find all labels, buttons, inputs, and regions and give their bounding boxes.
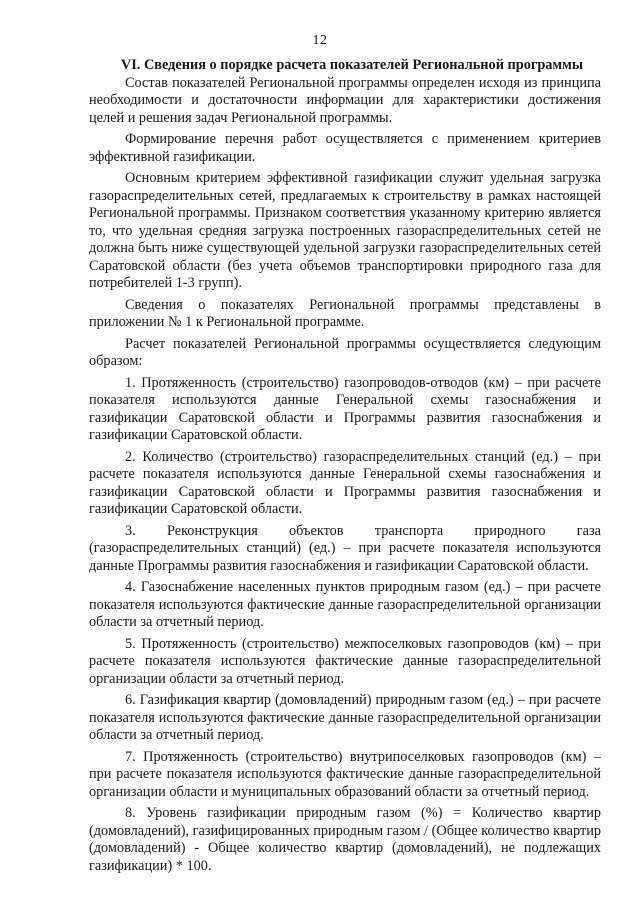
- indicator-item-8: 8. Уровень газификации природным газом (%) = Количество квартир (домовладений), газифицированных природным газом / (Общее количество квартир (домовладений) - Общее количество квартир (домовладений), не подлежащих газификации) * 100.: [89, 805, 601, 874]
- paragraph-formation: Формирование перечня работ осуществляется с применением критериев эффективной газификации.: [89, 131, 601, 165]
- indicator-item-6: 6. Газификация квартир (домовладений) природным газом (ед.) – при расчете показателя используются фактические данные газораспределительной организации области за отчетный период.: [89, 692, 601, 743]
- paragraph-calculation-intro: Расчет показателей Региональной программы осуществляется следующим образом:: [89, 335, 601, 369]
- paragraph-composition: Состав показателей Региональной программы определен исходя из принципа необходимости и достаточности информации для характеристики достижения целей и решения задач Региональной программы.: [89, 74, 601, 126]
- indicator-item-5: 5. Протяженность (строительство) межпоселковых газопроводов (км) – при расчете показателя используются фактические данные газораспределительной организации области за отчетный период.: [89, 635, 601, 687]
- paragraph-appendix-reference: Сведения о показателях Региональной программы представлены в приложении № 1 к Региональной программе.: [89, 296, 601, 330]
- section-heading: VI. Сведения о порядке расчета показателей Региональной программы: [120, 57, 584, 73]
- document-body: [89, 57, 601, 875]
- indicator-item-4: 4. Газоснабжение населенных пунктов природным газом (ед.) – при расчете показателя используются фактические данные газораспределительной организации области за отчетный период.: [89, 579, 601, 630]
- indicator-item-7: 7. Протяженность (строительство) внутрипоселковых газопроводов (км) – при расчете показателя используются фактические данные газораспределительной организации области и муниципальных образований области за отчетный период.: [89, 748, 601, 800]
- indicator-item-3: 3. Реконструкция объектов транспорта природного газа (газораспределительных станций) (ед.) – при расчете показателя используются данные Программы развития газоснабжения и газификации Саратовской области.: [89, 522, 601, 574]
- indicator-item-2: 2. Количество (строительство) газораспределительных станций (ед.) – при расчете показателя используются данные Генеральной схемы газоснабжения и газификации Саратовской области и Программы развития газоснабжения и газификации Саратовской области.: [89, 448, 601, 517]
- paragraph-main-criterion: Основным критерием эффективной газификации служит удельная загрузка газораспределительных сетей, предлагаемых к строительству в рамках настоящей Региональной программы. Признаком соответствия указанному критерию является то, что удельная средняя загрузка построенных газораспределительных сетей не должна быть ниже существующей удельной загрузки газораспределительных сетей Саратовской области (без учета объемов транспортировки природного газа для потребителей 1-3 групп).: [89, 170, 601, 291]
- indicator-item-1: 1. Протяженность (строительство) газопроводов-отводов (км) – при расчете показателя используются данные Генеральной схемы газоснабжения и газификации Саратовской области и Программы развития газоснабжения и газификации Саратовской области.: [89, 374, 601, 443]
- page-number: 12: [312, 33, 328, 48]
